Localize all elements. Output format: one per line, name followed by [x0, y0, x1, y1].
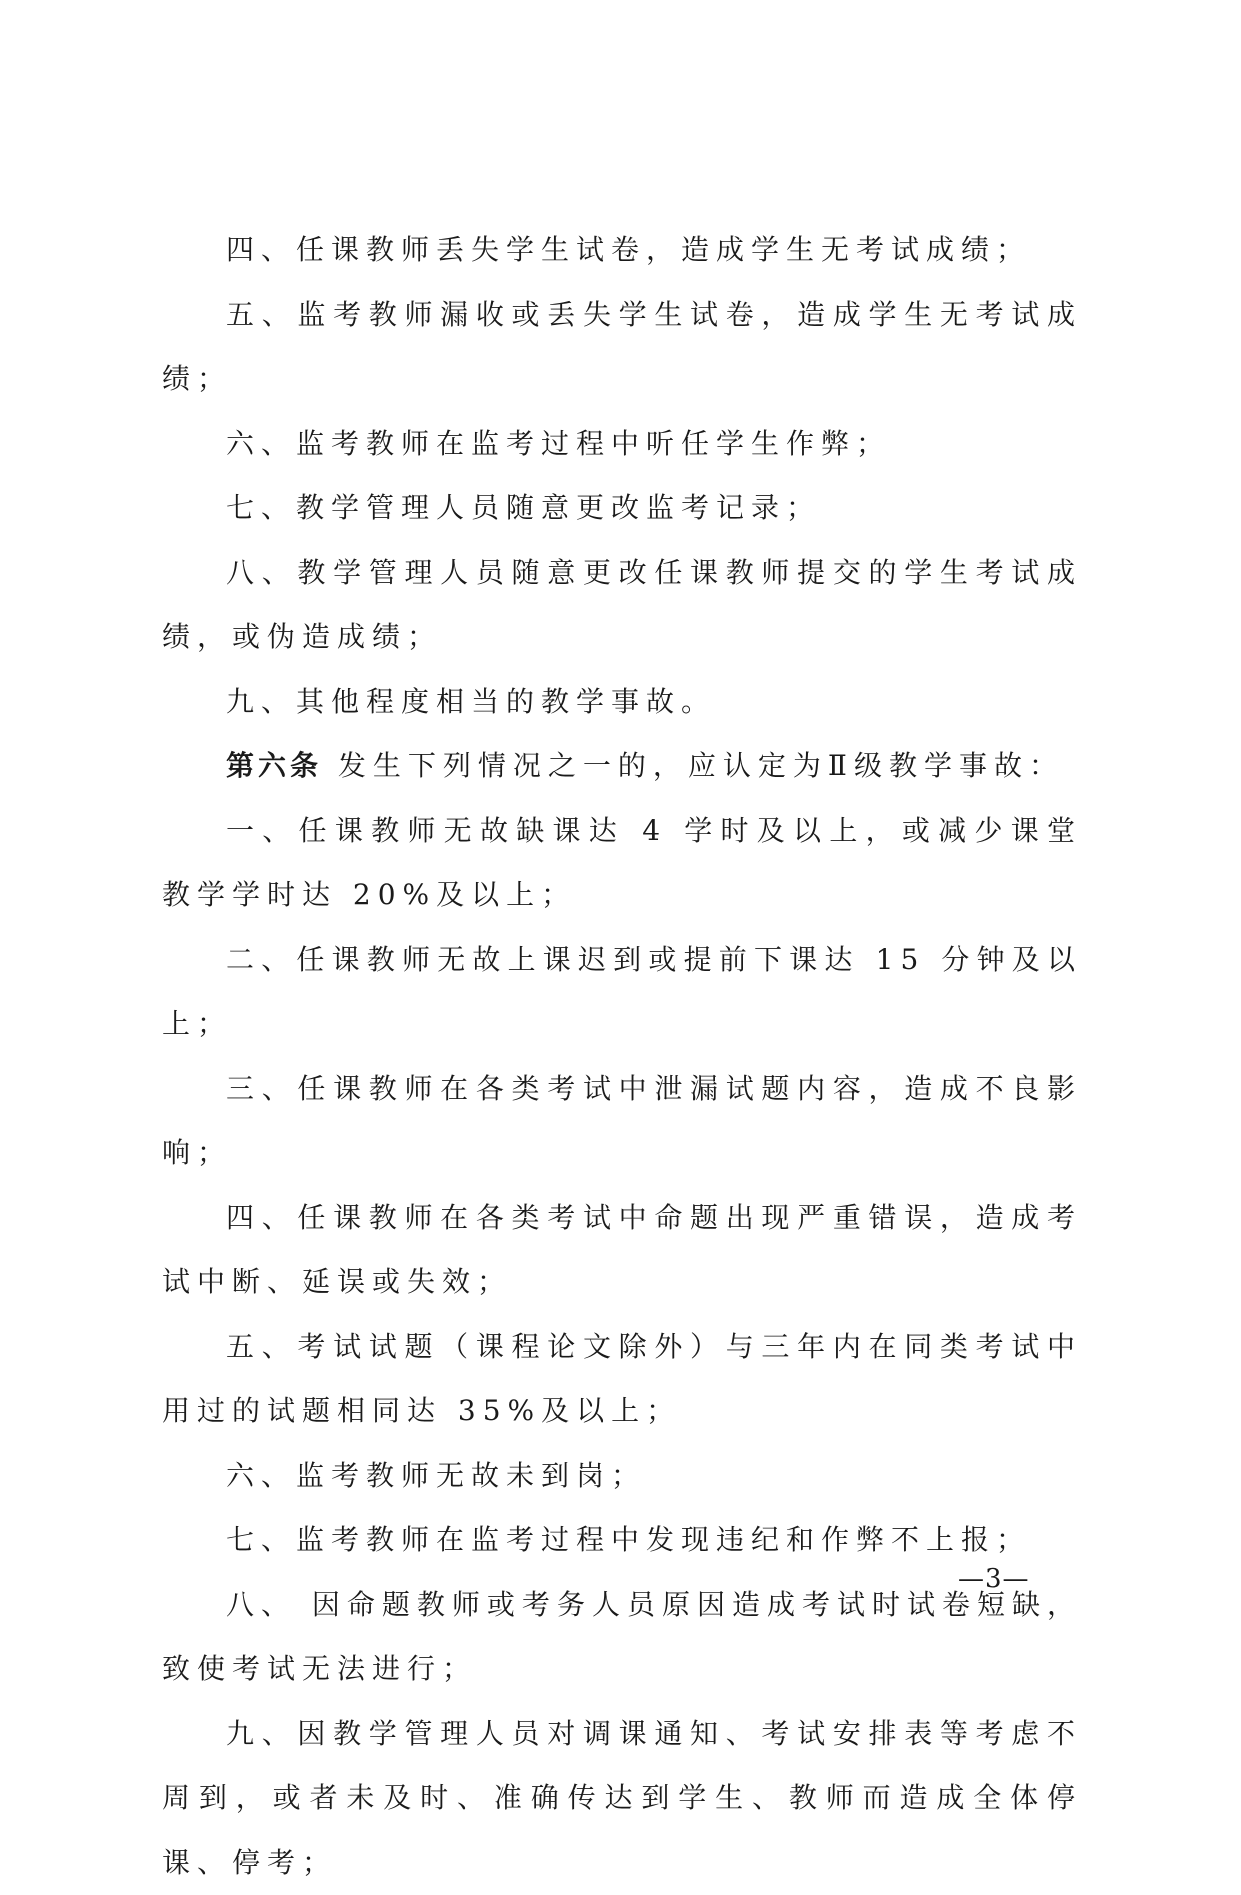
- paragraph-8-text: 一、任课教师无故缺课达 4 学时及以上，或减少课堂教学学时达 20%及以上；: [162, 814, 1082, 912]
- paragraph-11-text: 四、任课教师在各类考试中命题出现严重错误，造成考试中断、延误或失效；: [162, 1201, 1082, 1299]
- paragraph-3-text: 六、监考教师在监考过程中听任学生作弊；: [226, 427, 891, 460]
- paragraph-13: [162, 1444, 1082, 1509]
- article-heading-text: 发生下列情况之一的，应认定为Ⅱ级教学事故：: [322, 749, 1064, 782]
- paragraph-5: [162, 541, 1082, 670]
- article-heading-paragraph: [162, 734, 1082, 799]
- paragraph-12-text: 五、考试试题（课程论文除外）与三年内在同类考试中用过的试题相同达 35%及以上；: [162, 1330, 1082, 1428]
- paragraph-2: [162, 283, 1082, 412]
- paragraph-2-text: 五、监考教师漏收或丢失学生试卷，造成学生无考试成绩；: [162, 298, 1082, 396]
- paragraph-15-text: 八、 因命题教师或考务人员原因造成考试时试卷短缺，致使考试无法进行；: [162, 1588, 1082, 1686]
- paragraph-4-text: 七、教学管理人员随意更改监考记录；: [226, 491, 821, 524]
- paragraph-1: [162, 218, 1082, 283]
- paragraph-14-text: 七、监考教师在监考过程中发现违纪和作弊不上报；: [226, 1523, 1031, 1556]
- paragraph-3: [162, 412, 1082, 477]
- paragraph-15: [162, 1573, 1082, 1702]
- paragraph-9-text: 二、任课教师无故上课迟到或提前下课达 15 分钟及以上；: [162, 943, 1082, 1041]
- paragraph-6: [162, 670, 1082, 735]
- paragraph-13-text: 六、监考教师无故未到岗；: [226, 1459, 646, 1492]
- paragraph-8: [162, 799, 1082, 928]
- paragraph-11: [162, 1186, 1082, 1315]
- page-number: —3—: [958, 1564, 1030, 1594]
- paragraph-1-text: 四、任课教师丢失学生试卷，造成学生无考试成绩；: [226, 233, 1031, 266]
- paragraph-9: [162, 928, 1082, 1057]
- paragraph-5-text: 八、教学管理人员随意更改任课教师提交的学生考试成绩，或伪造成绩；: [162, 556, 1082, 654]
- paragraph-14: [162, 1508, 1082, 1573]
- article-number: 第六条: [226, 749, 322, 782]
- paragraph-6-text: 九、其他程度相当的教学事故。: [226, 685, 716, 718]
- paragraph-4: [162, 476, 1082, 541]
- paragraph-16-text: 九、因教学管理人员对调课通知、考试安排表等考虑不周到，或者未及时、准确传达到学生、教师而造成全体停课、停考；: [162, 1717, 1082, 1879]
- paragraph-16: [162, 1702, 1082, 1895]
- document-body: [162, 218, 1082, 1895]
- paragraph-10-text: 三、任课教师在各类考试中泄漏试题内容，造成不良影响；: [162, 1072, 1082, 1170]
- paragraph-10: [162, 1057, 1082, 1186]
- paragraph-12: [162, 1315, 1082, 1444]
